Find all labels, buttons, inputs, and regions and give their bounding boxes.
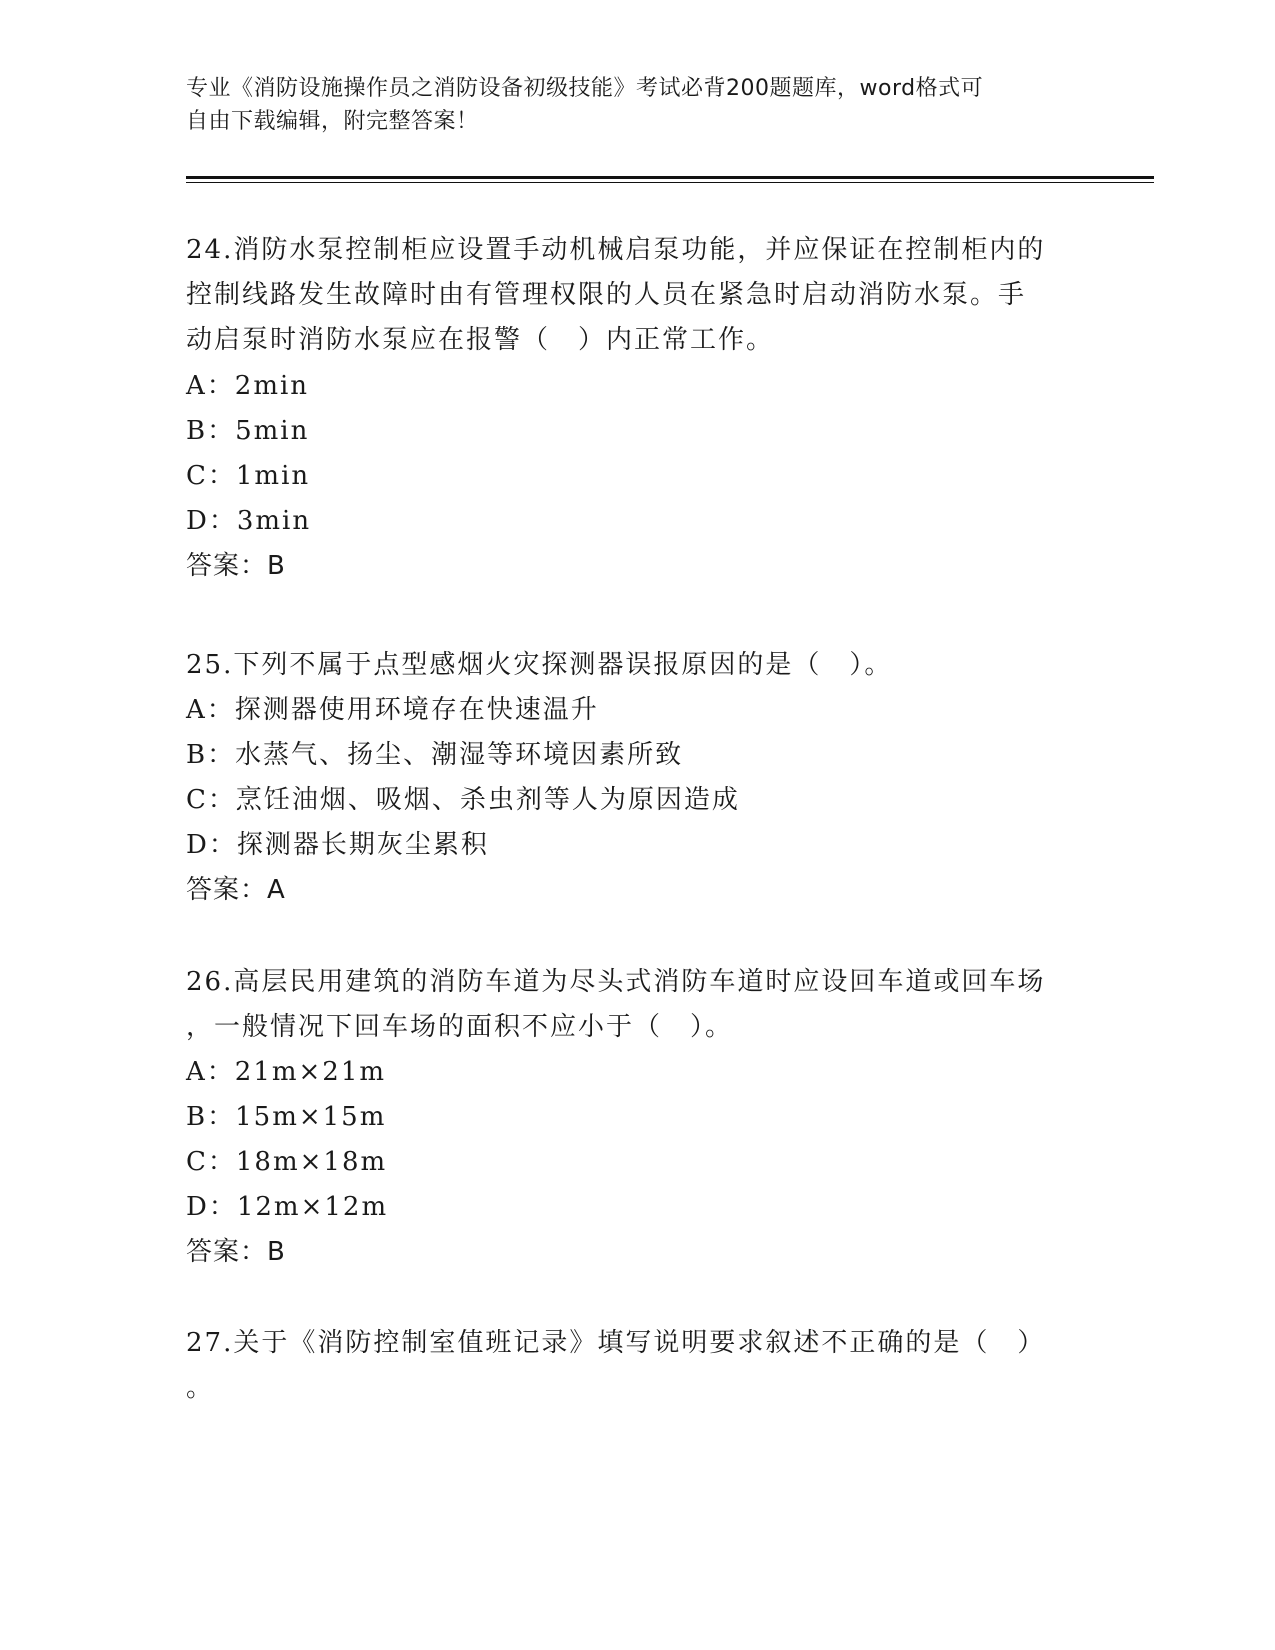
option-b: B：水蒸气、扬尘、潮湿等环境因素所致: [186, 740, 684, 770]
option-a: A：探测器使用环境存在快速温升: [186, 695, 599, 725]
answer-label: 答案：B: [186, 1237, 286, 1267]
option-c: C：烹饪油烟、吸烟、杀虫剂等人为原因造成: [186, 785, 740, 815]
option-a: A：21m×21m: [186, 1057, 387, 1087]
option-a: A：2min: [186, 371, 310, 401]
question-stem-line: 24.消防水泵控制柜应设置手动机械启泵功能，并应保证在控制柜内的: [186, 235, 1046, 265]
answer-label: 答案：A: [186, 875, 286, 905]
option-c: C：18m×18m: [186, 1147, 388, 1177]
question-stem-line: 27.关于《消防控制室值班记录》填写说明要求叙述不正确的是（ ）: [186, 1328, 1046, 1358]
option-c: C：1min: [186, 461, 311, 491]
option-d: D：探测器长期灰尘累积: [186, 830, 489, 860]
option-d: D：3min: [186, 506, 312, 536]
option-b: B：5min: [186, 416, 310, 446]
answer-label: 答案：B: [186, 551, 286, 581]
question-stem-line: 动启泵时消防水泵应在报警（ ）内正常工作。: [186, 325, 775, 355]
question-stem-line: 控制线路发生故障时由有管理权限的人员在紧急时启动消防水泵。手: [186, 280, 1027, 310]
option-d: D：12m×12m: [186, 1192, 389, 1222]
header-divider-thick: [186, 176, 1154, 179]
question-stem-line: 。: [186, 1373, 215, 1403]
question-stem-line: ，一般情况下回车场的面积不应小于（ ）。: [186, 1012, 734, 1042]
header-line-1: 专业《消防设施操作员之消防设备初级技能》考试必背200题题库，word格式可: [186, 76, 984, 101]
header-divider-thin: [186, 182, 1154, 183]
question-stem-line: 26.高层民用建筑的消防车道为尽头式消防车道时应设回车道或回车场: [186, 967, 1046, 997]
document-header: [186, 72, 1066, 138]
option-b: B：15m×15m: [186, 1102, 387, 1132]
question-stem-line: 25.下列不属于点型感烟火灾探测器误报原因的是（ ）。: [186, 650, 893, 680]
header-line-2: 自由下载编辑，附完整答案！: [186, 109, 479, 134]
